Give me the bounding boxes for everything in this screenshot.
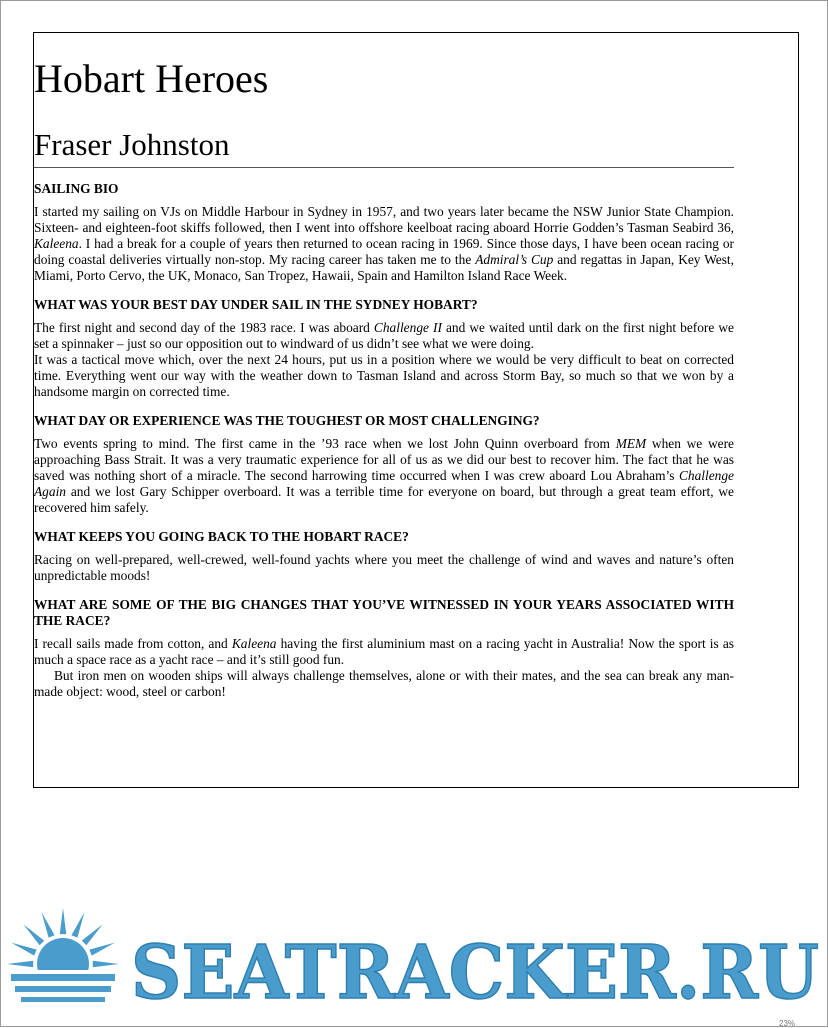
interview-sections: [34, 181, 734, 700]
italic-text: Challenge II: [373, 320, 442, 335]
sun-ray: [42, 912, 55, 937]
sun-ray: [7, 961, 33, 967]
interview-section: [34, 529, 734, 584]
paragraph-text: and regattas in Japan, Key West, Miami, Porto Cervo, the UK, Monaco, San Tropez, Hawaii, Spain and Hamilton Island Race Week.: [34, 252, 734, 283]
section-heading: WHAT WAS YOUR BEST DAY UNDER SAIL IN THE SYDNEY HOBART?: [34, 297, 478, 312]
article-content: [34, 57, 734, 700]
paragraph-text: having the first aluminium mast on a racing yacht in Australia! Now the sport is as much a space race as a yacht race – and it’s still good fun.: [34, 636, 734, 667]
section-heading: WHAT ARE SOME OF THE BIG CHANGES THAT YOU’VE WITNESSED IN YOUR YEARS ASSOCIATED WITH THE RACE?: [34, 597, 734, 628]
corner-label: 23%: [779, 1019, 796, 1028]
interview-section: [34, 413, 734, 516]
paragraph-text: . I had a break for a couple of years then returned to ocean racing in 1969. Since those days, I have been ocean racing or doing coastal deliveries virtually non-stop. My racing career has taken me to the: [34, 236, 734, 267]
page-title: Hobart Heroes: [34, 56, 269, 101]
paragraph-text: I started my sailing on VJs on Middle Harbour in Sydney in 1957, and two years later became the NSW Junior State Champion. Sixteen- and eighteen-foot skiffs followed, then I went into offshore keelboat racing aboard Horrie Godden’s Tasman Seabird 36,: [34, 204, 734, 235]
paragraph-text: and we lost Gary Schipper overboard. It was a terrible time for everyone on board, but through a great team effort, we recovered him safely.: [34, 484, 734, 515]
watermark-text: SEATRACKER.RU: [131, 930, 819, 1016]
section-paragraph: [34, 320, 734, 352]
interview-section: [34, 181, 734, 284]
paragraph-text: But iron men on wooden ships will always challenge themselves, alone or with their mates, and the sea can break any man-made object: wood, steel or carbon!: [34, 668, 734, 699]
sun-ray: [82, 924, 103, 945]
paragraph-text: Two events spring to mind. The first came in the ’93 race when we lost John Quinn overboard from: [34, 436, 616, 451]
interview-section: [34, 297, 734, 400]
section-paragraph: [34, 352, 734, 400]
sun-ray: [93, 961, 119, 967]
sun-ray: [23, 924, 44, 945]
sun-over-sea-icon: [1, 908, 127, 1024]
section-paragraph: [34, 636, 734, 668]
paragraph-text: The first night and second day of the 1983 race. I was aboard: [34, 320, 374, 335]
sun-ray: [11, 943, 36, 956]
italic-text: Admiral’s Cup: [475, 252, 554, 267]
paragraph-text: when we were approaching Bass Strait. It was a very traumatic experience for all of us as we did our best to recover him. The fact that he was saved was nothing short of a miracle. The second harrowing time occurred when I was crew aboard Lou Abraham’s: [34, 436, 734, 483]
interview-section: [34, 597, 734, 700]
section-paragraph: [34, 204, 734, 284]
section-paragraph: [34, 436, 734, 516]
section-heading: WHAT KEEPS YOU GOING BACK TO THE HOBART RACE?: [34, 529, 409, 544]
section-paragraph: [34, 552, 734, 584]
paragraph-text: Racing on well-prepared, well-crewed, well-found yachts where you meet the challenge of wind and waves and nature’s often unpredictable moods!: [34, 552, 734, 583]
sailor-name: Fraser Johnston: [34, 127, 734, 168]
paragraph-text: It was a tactical move which, over the next 24 hours, put us in a position where we would be very difficult to beat on corrected time. Everything went our way with the weather down to Tasman Island and across Storm Bay, so much so that we won by a handsome margin on corrected time.: [34, 352, 734, 399]
italic-text: Kaleena: [34, 236, 79, 251]
section-paragraph: [34, 668, 734, 700]
seatracker-watermark: [1, 906, 828, 1024]
section-heading: SAILING BIO: [34, 181, 119, 196]
sun-ray: [71, 912, 84, 937]
italic-text: Kaleena: [231, 636, 277, 651]
section-heading: WHAT DAY OR EXPERIENCE WAS THE TOUGHEST OR MOST CHALLENGING?: [34, 413, 540, 428]
sun-ray: [89, 943, 114, 956]
paragraph-text: and we waited until dark on the first night before we set a spinnaker – just so our opposition out to windward of us didn’t see what we were doing.: [34, 320, 734, 351]
italic-text: Challenge Again: [34, 468, 734, 499]
italic-text: MEM: [615, 436, 647, 451]
sun-ray: [60, 908, 66, 934]
paragraph-text: I recall sails made from cotton, and: [34, 636, 232, 651]
